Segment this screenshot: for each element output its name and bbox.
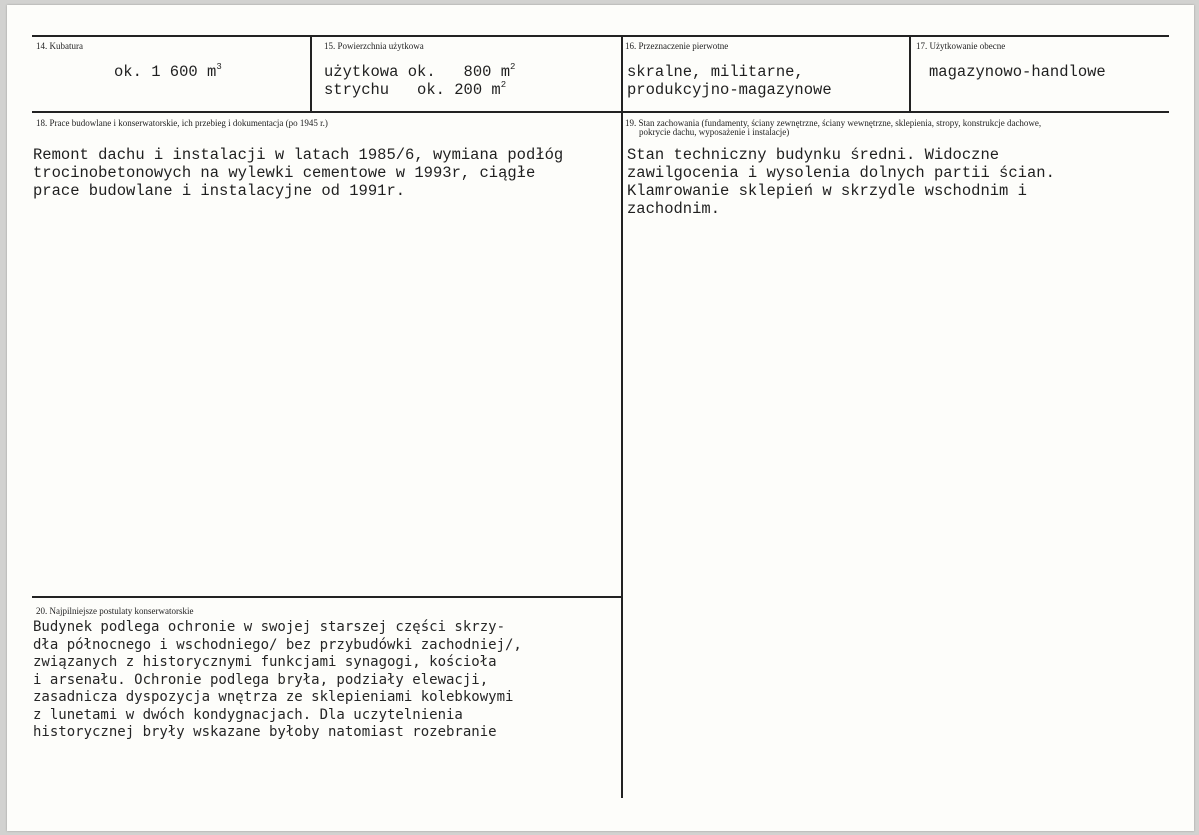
field-15-label: 15. Powierzchnia użytkowa xyxy=(324,41,424,51)
field-19-label-line-2: pokrycie dachu, wyposażenie i instalacje) xyxy=(639,127,790,137)
field-20-line-3: związanych z historycznymi funkcjami synagogi, kościoła xyxy=(33,654,497,670)
left-section-rule xyxy=(32,596,623,598)
divider-col-2 xyxy=(621,35,623,798)
field-16-line-1: skralne, militarne, xyxy=(627,63,804,81)
field-19-line-4: zachodnim. xyxy=(627,200,721,218)
field-17-label: 17. Użytkowanie obecne xyxy=(916,41,1006,51)
field-18-line-2: trocinobetonowych na wylewki cementowe w 1993r, ciągłe xyxy=(33,164,536,182)
field-15-line-1 xyxy=(324,63,515,81)
uzytkowa-unit-exponent: 2 xyxy=(510,62,516,72)
field-19-line-2: zawilgocenia i wysolenia dolnych partii ścian. xyxy=(627,164,1055,182)
uzytkowa-text: użytkowa ok. 800 m xyxy=(324,63,511,81)
field-14-label: 14. Kubatura xyxy=(36,41,83,51)
field-19-label-line-1: 19. Stan zachowania (fundamenty, ściany zewnętrzne, ściany wewnętrzne, sklepienia, stropy, konstrukcje dachowe, xyxy=(625,118,1042,128)
divider-col-1 xyxy=(310,35,312,113)
strychu-text: strychu ok. 200 m xyxy=(324,81,501,99)
field-15-line-2 xyxy=(324,81,506,99)
field-17-value: magazynowo-handlowe xyxy=(929,63,1106,81)
field-19-line-1: Stan techniczny budynku średni. Widoczne xyxy=(627,146,1000,164)
field-18-line-1: Remont dachu i instalacji w latach 1985/6, wymiana podłóg xyxy=(33,146,564,164)
field-20-line-2: dła północnego i wschodniego/ bez przybudówki zachodniej/, xyxy=(33,637,522,653)
field-20-line-7: historycznej bryły wskazane byłoby natomiast rozebranie xyxy=(33,724,497,740)
field-20-line-5: zasadnicza dyspozycja wnętrza ze sklepieniami kolebkowymi xyxy=(33,689,514,705)
record-card xyxy=(7,5,1194,831)
strychu-unit-exponent: 2 xyxy=(500,80,507,90)
field-16-label: 16. Przeznaczenie pierwotne xyxy=(625,41,729,51)
field-16-line-2: produkcyjno-magazynowe xyxy=(627,81,832,99)
kubatura-unit-exponent: 3 xyxy=(216,62,222,72)
field-20-line-1: Budynek podlega ochronie w swojej starszej części skrzy- xyxy=(33,619,506,635)
field-20-line-4: i arsenału. Ochronie podlega bryła, podziały elewacji, xyxy=(33,672,489,688)
top-rule xyxy=(32,35,1169,37)
field-20-line-6: z lunetami w dwóch kondygnacjach. Dla uczytelnienia xyxy=(33,707,463,723)
kubatura-text: ok. 1 600 m xyxy=(114,63,217,81)
divider-col-3 xyxy=(909,35,911,113)
field-19-line-3: Klamrowanie sklepień w skrzydle wschodnim i xyxy=(627,182,1027,200)
field-18-label: 18. Prace budowlane i konserwatorskie, ich przebieg i dokumentacja (po 1945 r.) xyxy=(36,118,328,128)
header-bottom-rule xyxy=(32,111,1169,113)
field-18-line-3: prace budowlane i instalacyjne od 1991r. xyxy=(33,182,406,200)
field-20-label: 20. Najpilniejsze postulaty konserwatorskie xyxy=(36,606,194,616)
field-14-value xyxy=(114,63,222,81)
